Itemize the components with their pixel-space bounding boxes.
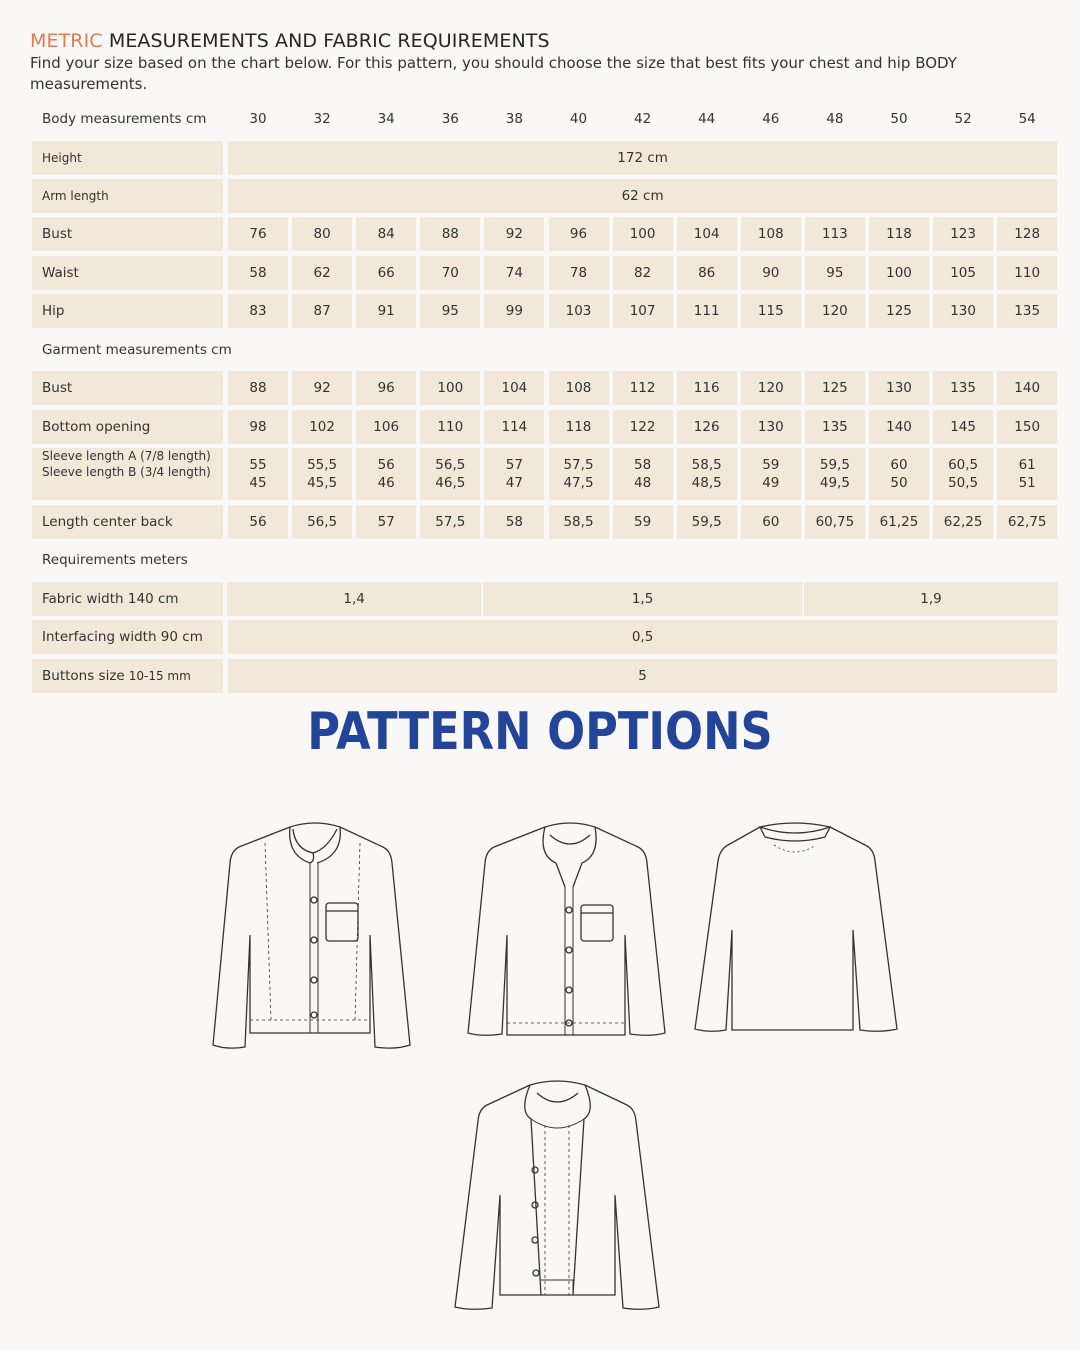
sleeve-cell <box>677 448 737 500</box>
sleeve-b-value: 47,5 <box>563 475 594 491</box>
size-header: 36 <box>441 111 459 127</box>
table-cell: 112 <box>613 371 673 405</box>
sleeve-cell <box>933 448 993 500</box>
table-cell: 91 <box>356 294 416 328</box>
fabric-value: 1,5 <box>483 582 801 616</box>
table-cell: 135 <box>997 294 1057 328</box>
sleeve-cell <box>549 448 609 500</box>
table-cell: 125 <box>869 294 929 328</box>
sleeve-b-value: 45 <box>249 475 267 491</box>
table-cell: 58,5 <box>549 505 609 539</box>
table-cell: 128 <box>997 217 1057 251</box>
sleeve-length-b-label: Sleeve length B (3/4 length) <box>42 465 211 479</box>
sleeve-cell <box>741 448 801 500</box>
sleeve-a-value: 55,5 <box>307 457 338 473</box>
table-row <box>32 620 1058 654</box>
table-cell: 104 <box>484 371 544 405</box>
table-cell: 105 <box>933 256 993 290</box>
table-cell: 120 <box>741 371 801 405</box>
table-cell: 103 <box>549 294 609 328</box>
table-cell: 95 <box>805 256 865 290</box>
table-cell: 122 <box>613 410 673 444</box>
shirt-front-icon <box>205 815 425 1060</box>
table-cell: 126 <box>677 410 737 444</box>
arm-length-label: Arm length <box>32 179 223 213</box>
table-cell: 96 <box>549 217 609 251</box>
table-row <box>32 256 1058 290</box>
sleeve-cell <box>869 448 929 500</box>
table-row <box>32 505 1058 539</box>
table-cell: 62 <box>292 256 352 290</box>
table-cell: 61,25 <box>869 505 929 539</box>
body-row-label: Hip <box>32 294 223 328</box>
table-cell: 84 <box>356 217 416 251</box>
table-cell: 100 <box>869 256 929 290</box>
table-cell: 113 <box>805 217 865 251</box>
table-cell: 108 <box>741 217 801 251</box>
header <box>30 30 1050 95</box>
body-row-label: Waist <box>32 256 223 290</box>
sleeve-a-value: 60,5 <box>948 457 979 473</box>
requirements-header: Requirements meters <box>42 552 188 568</box>
sleeve-a-value: 59,5 <box>819 457 850 473</box>
sleeve-a-value: 61 <box>1018 457 1036 473</box>
table-cell: 125 <box>805 371 865 405</box>
table-cell: 90 <box>741 256 801 290</box>
sleeve-b-value: 51 <box>1018 475 1036 491</box>
table-row <box>32 543 1058 577</box>
size-header: 44 <box>698 111 716 127</box>
fabric-value: 1,4 <box>227 582 481 616</box>
table-cell: 88 <box>420 217 480 251</box>
size-header: 52 <box>954 111 972 127</box>
sleeve-a-value: 57,5 <box>563 457 594 473</box>
table-cell: 92 <box>292 371 352 405</box>
buttons-label-main: Buttons size <box>42 668 125 684</box>
table-cell: 118 <box>869 217 929 251</box>
table-cell: 135 <box>933 371 993 405</box>
pattern-options-title: PATTERN OPTIONS <box>307 702 773 762</box>
table-cell: 87 <box>292 294 352 328</box>
table-cell: 60,75 <box>805 505 865 539</box>
size-header: 42 <box>634 111 652 127</box>
sleeve-a-value: 60 <box>890 457 908 473</box>
length-center-back-label: Length center back <box>32 505 223 539</box>
body-measurements-header: Body measurements cm <box>42 111 207 127</box>
table-row <box>32 333 1058 367</box>
height-label: Height <box>32 141 223 175</box>
height-value: 172 cm <box>228 141 1057 175</box>
table-cell: 95 <box>420 294 480 328</box>
buttons-value: 5 <box>228 659 1057 693</box>
table-row <box>32 217 1058 251</box>
table-row <box>32 179 1058 213</box>
interfacing-label: Interfacing width 90 cm <box>32 620 223 654</box>
table-cell: 123 <box>933 217 993 251</box>
sleeve-a-value: 56 <box>377 457 395 473</box>
table-cell: 120 <box>805 294 865 328</box>
table-cell: 130 <box>741 410 801 444</box>
table-cell: 110 <box>420 410 480 444</box>
table-cell: 59 <box>613 505 673 539</box>
table-cell: 106 <box>356 410 416 444</box>
interfacing-value: 0,5 <box>228 620 1057 654</box>
table-cell: 130 <box>933 294 993 328</box>
size-header: 40 <box>569 111 588 127</box>
table-cell: 62,25 <box>933 505 993 539</box>
sleeve-b-value: 46 <box>377 475 395 491</box>
table-row <box>32 371 1058 405</box>
sleeve-a-value: 55 <box>249 457 267 473</box>
size-header: 48 <box>826 111 844 127</box>
sleeve-length-a-label: Sleeve length A (7/8 length) <box>42 449 211 463</box>
table-cell: 56 <box>228 505 288 539</box>
jacket-open-front-icon <box>445 1075 670 1315</box>
sleeve-a-value: 58 <box>634 457 652 473</box>
sleeve-a-value: 57 <box>505 457 523 473</box>
table-cell: 86 <box>677 256 737 290</box>
table-row <box>32 102 1058 136</box>
table-cell: 98 <box>228 410 288 444</box>
table-cell: 108 <box>549 371 609 405</box>
table-cell: 150 <box>997 410 1057 444</box>
sleeve-b-value: 48,5 <box>691 475 722 491</box>
sleeve-b-value: 46,5 <box>435 475 466 491</box>
sleeve-length-label <box>32 448 223 500</box>
sleeve-a-value: 58,5 <box>691 457 722 473</box>
table-cell: 92 <box>484 217 544 251</box>
table-cell: 102 <box>292 410 352 444</box>
table-row <box>32 448 1058 500</box>
table-cell: 70 <box>420 256 480 290</box>
sleeve-cell <box>228 448 288 500</box>
table-cell: 62,75 <box>997 505 1057 539</box>
table-cell: 107 <box>613 294 673 328</box>
body-row-label: Bust <box>32 217 223 251</box>
table-cell: 66 <box>356 256 416 290</box>
shirt-back-icon <box>690 815 905 1040</box>
sleeve-cell <box>613 448 673 500</box>
sleeve-b-value: 45,5 <box>307 475 338 491</box>
sleeve-cell <box>997 448 1057 500</box>
table-row <box>32 410 1058 444</box>
table-cell: 118 <box>549 410 609 444</box>
table-cell: 145 <box>933 410 993 444</box>
table-cell: 56,5 <box>292 505 352 539</box>
size-header: 32 <box>313 111 331 127</box>
table-cell: 111 <box>677 294 737 328</box>
table-cell: 104 <box>677 217 737 251</box>
arm-length-value: 62 cm <box>228 179 1057 213</box>
table-cell: 99 <box>484 294 544 328</box>
table-cell: 57,5 <box>420 505 480 539</box>
table-cell: 96 <box>356 371 416 405</box>
garment-row-label: Bottom opening <box>32 410 223 444</box>
intro-text: Find your size based on the chart below. For this pattern, you should choose the size that best fits your chest and hip BODY measurements. <box>30 54 957 93</box>
size-header: 54 <box>1018 111 1036 127</box>
size-header: 34 <box>377 111 395 127</box>
sleeve-cell <box>420 448 480 500</box>
table-cell: 82 <box>613 256 673 290</box>
table-cell: 57 <box>356 505 416 539</box>
table-cell: 100 <box>420 371 480 405</box>
sleeve-cell <box>356 448 416 500</box>
sleeve-cell <box>484 448 544 500</box>
table-row <box>32 294 1058 328</box>
buttons-label <box>32 659 223 693</box>
table-cell: 88 <box>228 371 288 405</box>
table-cell: 74 <box>484 256 544 290</box>
table-cell: 115 <box>741 294 801 328</box>
table-row <box>32 141 1058 175</box>
size-header: 30 <box>249 111 267 127</box>
sleeve-a-value: 56,5 <box>435 457 466 473</box>
sleeve-b-value: 47 <box>505 475 523 491</box>
table-cell: 58 <box>484 505 544 539</box>
table-cell: 100 <box>613 217 673 251</box>
sleeve-b-value: 50 <box>890 475 908 491</box>
size-header: 38 <box>505 111 523 127</box>
title-rest: MEASUREMENTS AND FABRIC REQUIREMENTS <box>102 30 550 52</box>
table-cell: 78 <box>549 256 609 290</box>
page-title <box>30 30 1050 52</box>
shirt-open-collar-front-icon <box>460 815 680 1060</box>
size-header: 46 <box>762 111 780 127</box>
table-cell: 80 <box>292 217 352 251</box>
table-cell: 130 <box>869 371 929 405</box>
size-header: 50 <box>890 111 908 127</box>
garment-row-label: Bust <box>32 371 223 405</box>
table-cell: 110 <box>997 256 1057 290</box>
title-accent: METRIC <box>30 30 103 52</box>
sleeve-b-value: 49 <box>762 475 780 491</box>
table-cell: 140 <box>997 371 1057 405</box>
table-cell: 60 <box>741 505 801 539</box>
table-cell: 116 <box>677 371 737 405</box>
sleeve-b-value: 50,5 <box>948 475 979 491</box>
sleeve-b-value: 48 <box>634 475 652 491</box>
table-cell: 135 <box>805 410 865 444</box>
sleeve-cell <box>805 448 865 500</box>
table-cell: 59,5 <box>677 505 737 539</box>
sleeve-a-value: 59 <box>762 457 780 473</box>
fabric-value: 1,9 <box>804 582 1058 616</box>
sleeve-cell <box>292 448 352 500</box>
table-row <box>32 582 1058 616</box>
table-row <box>32 659 1058 693</box>
garment-measurements-header: Garment measurements cm <box>42 342 232 358</box>
table-cell: 83 <box>228 294 288 328</box>
fabric-width-label: Fabric width 140 cm <box>32 582 223 616</box>
table-cell: 140 <box>869 410 929 444</box>
table-cell: 76 <box>228 217 288 251</box>
sleeve-b-value: 49,5 <box>819 475 850 491</box>
table-cell: 58 <box>228 256 288 290</box>
table-cell: 114 <box>484 410 544 444</box>
buttons-label-size: 10-15 mm <box>128 669 191 683</box>
